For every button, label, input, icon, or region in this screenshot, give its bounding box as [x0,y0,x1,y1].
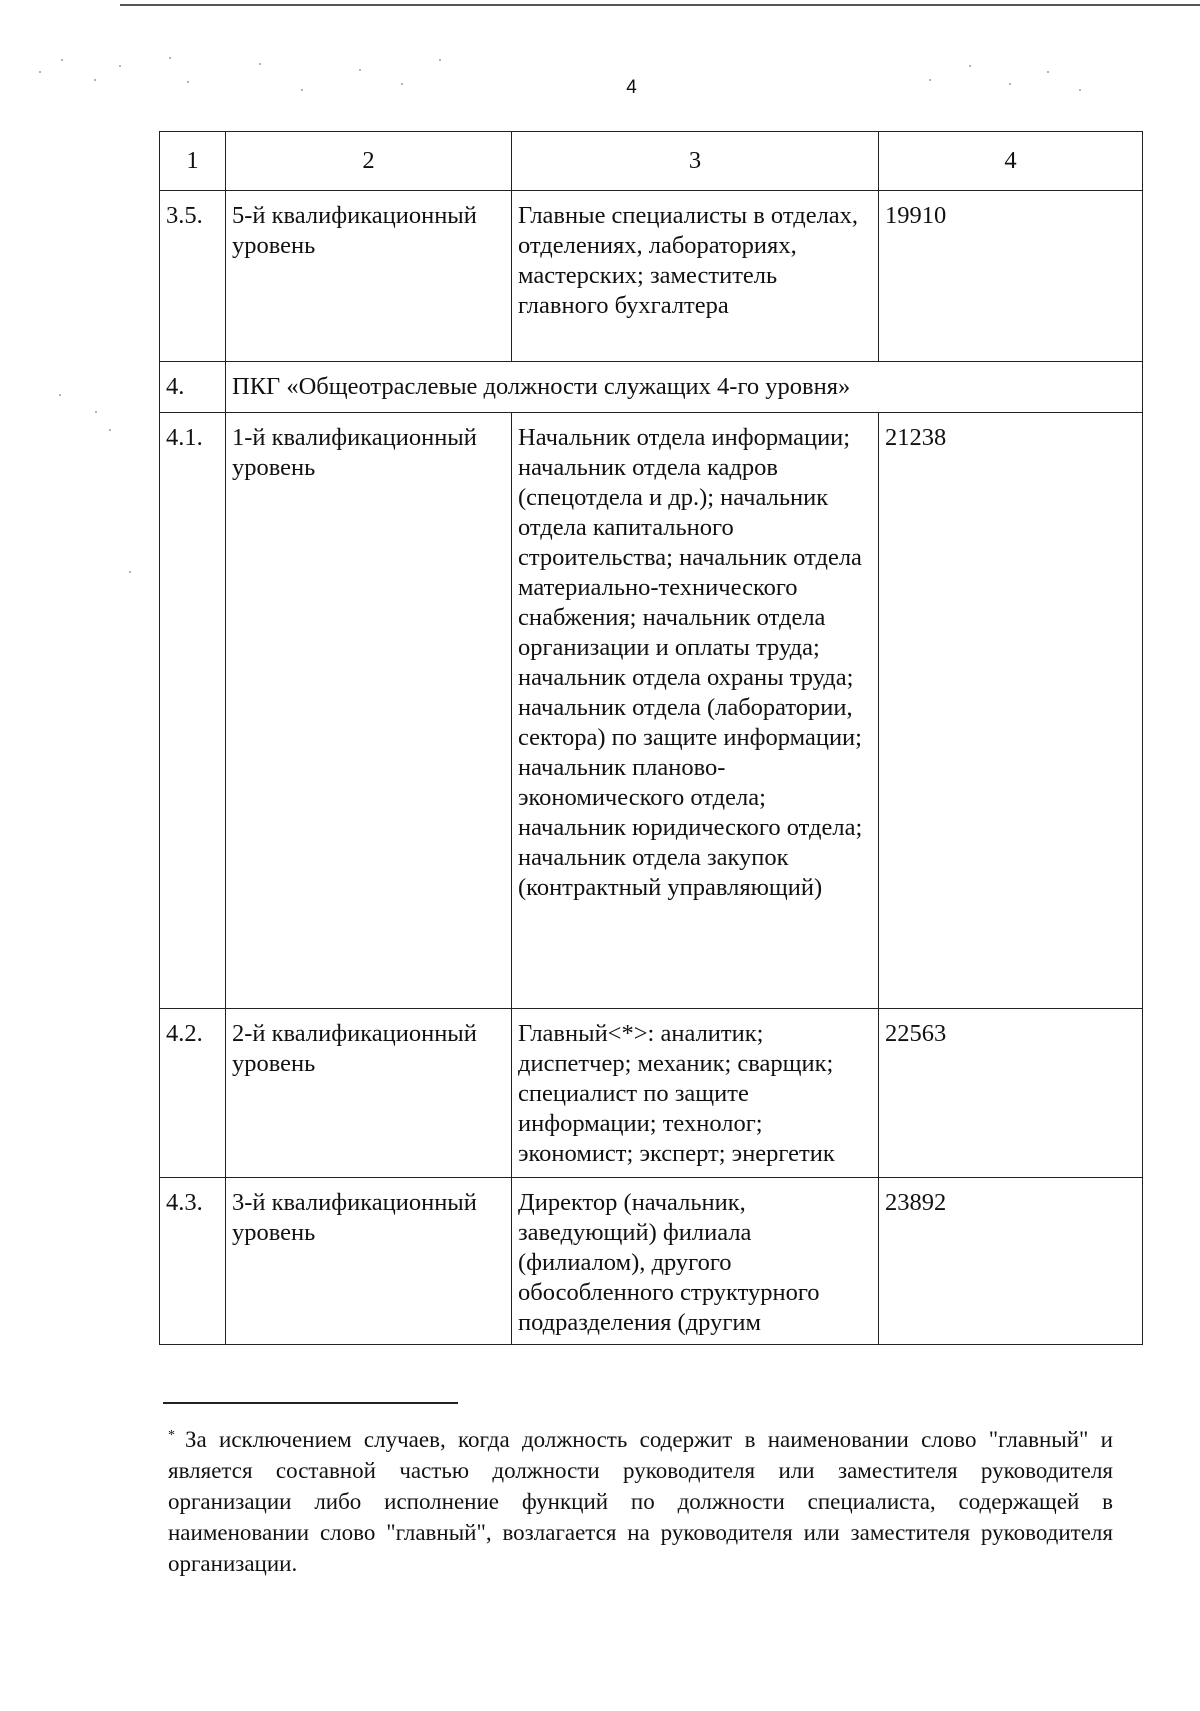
positions-list: Директор (начальник, заведующий) филиала (филиалом), другого обособленного структурного подразделения (другим [512,1178,879,1345]
scan-top-edge [120,4,1200,6]
salary-amount: 21238 [879,413,1143,1009]
row-number: 4.2. [160,1009,226,1178]
header-col-2: 2 [226,132,512,191]
positions-list: Главный<*>: аналитик; диспетчер; механик; сварщик; специалист по защите информации; технолог; экономист; эксперт; энергетик [512,1009,879,1178]
footnote-text: За исключением случаев, когда должность содержит в наименовании слово "главный" и является составной частью должности руководителя или заместителя руководителя организации либо исполнение функций по должности специалиста, содержащей в наименовании слово "главный", возлагается на руководителя или заместителя руководителя организации. [168,1427,1113,1576]
header-col-3: 3 [512,132,879,191]
table-header-row [160,132,1143,191]
table-row [160,1178,1143,1345]
salary-amount: 23892 [879,1178,1143,1345]
group-title: ПКГ «Общеотраслевые должности служащих 4-го уровня» [226,362,1143,413]
table-row [160,191,1143,362]
row-number: 4.3. [160,1178,226,1345]
qualification-level: 2-й квалификационный уровень [226,1009,512,1178]
positions-list: Главные специалисты в отделах, отделениях, лабораториях, мастерских; заместитель главного бухгалтера [512,191,879,362]
qualification-level: 5-й квалификационный уровень [226,191,512,362]
salary-amount: 22563 [879,1009,1143,1178]
footnote-marker: * [168,1428,175,1443]
footnote-separator [163,1402,458,1404]
footnote [168,1420,1113,1579]
row-number: 3.5. [160,191,226,362]
group-row [160,362,1143,413]
header-col-1: 1 [160,132,226,191]
positions-list: Начальник отдела информации; начальник отдела кадров (спецотдела и др.); начальник отдела капитального строительства; начальник отдела материально-технического снабжения; начальник отдела организации и оплаты труда; начальник отдела охраны труда; начальник отдела (лаборатории, сектора) по защите информации; начальник планово-экономического отдела; начальник юридического отдела; начальник отдела закупок (контрактный управляющий) [512,413,879,1009]
qualification-level: 1-й квалификационный уровень [226,413,512,1009]
table-row [160,413,1143,1009]
salary-table [159,131,1143,1345]
page-number: 4 [626,77,637,98]
qualification-level: 3-й квалификационный уровень [226,1178,512,1345]
header-col-4: 4 [879,132,1143,191]
group-number: 4. [160,362,226,413]
salary-amount: 19910 [879,191,1143,362]
row-number: 4.1. [160,413,226,1009]
table-row [160,1009,1143,1178]
